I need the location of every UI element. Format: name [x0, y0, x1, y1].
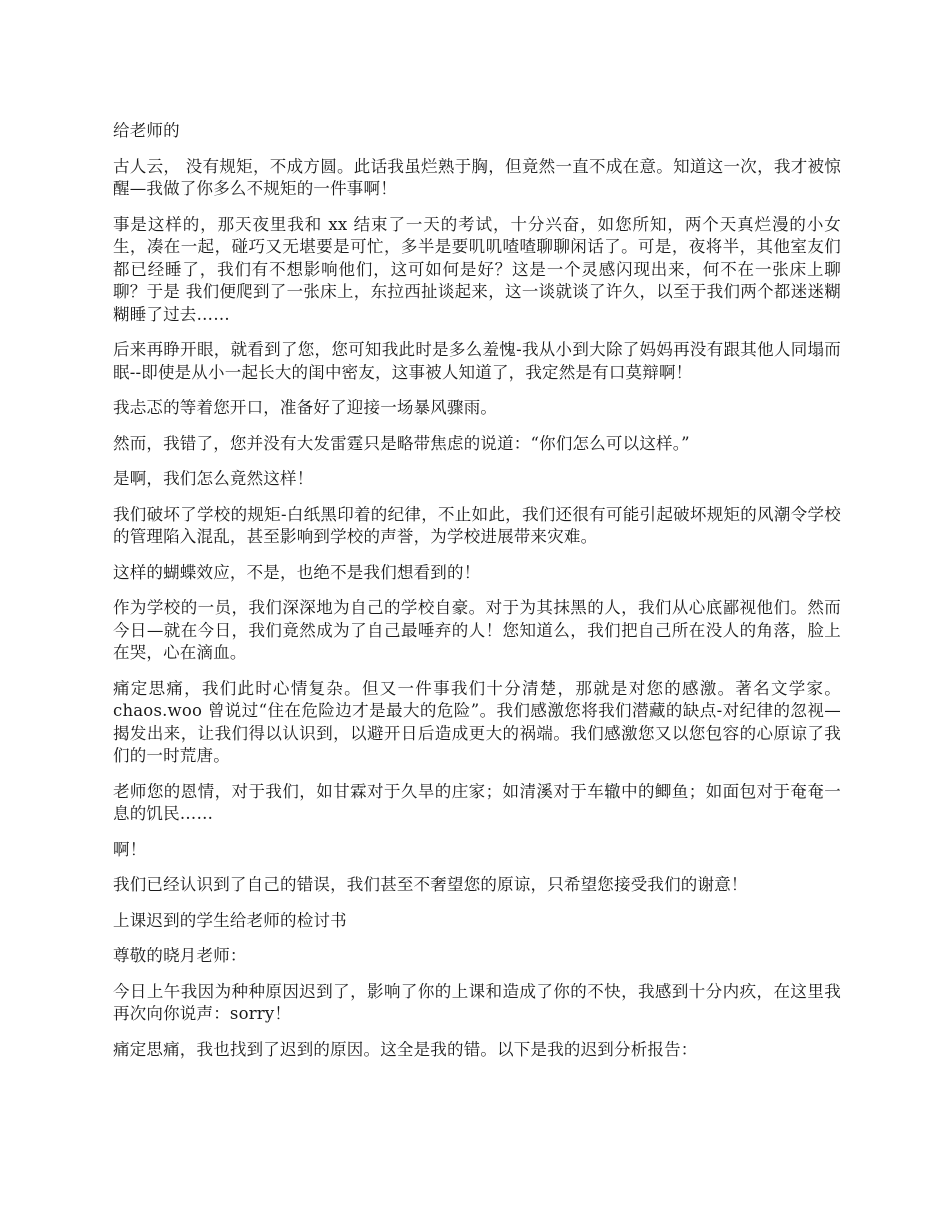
document-body: [113, 120, 841, 1074]
paragraph: 痛定思痛，我们此时心情复杂。但又一件事我们十分清楚，那就是对您的感激。著名文学家。chaos.woo 曾说过“住在危险边才是最大的危险”。我们感激您将我们潜藏的缺点-对纪律的忽视—揭发出来，让我们得以认识到，以避开日后造成更大的祸端。我们感激您又以您包容的心原谅了我们的一时荒唐。: [113, 678, 841, 765]
paragraph: 我忐忑的等着您开口，准备好了迎接一场暴风骤雨。: [113, 398, 498, 417]
paragraph: 老师您的恩情，对于我们，如甘霖对于久旱的庄家；如清溪对于车辙中的鲫鱼；如面包对于奄奄一息的饥民……: [113, 781, 841, 823]
paragraph: 今日上午我因为种种原因迟到了，影响了你的上课和造成了你的不快，我感到十分内疚，在这里我再次向你说声：sorry！: [113, 981, 841, 1023]
paragraph: 事是这样的，那天夜里我和 xx 结束了一天的考试，十分兴奋，如您所知，两个天真烂漫的小女生，凑在一起，碰巧又无堪要是可忙，多半是要叽叽喳喳聊聊闲话了。可是，夜将半，其他室友们都已经睡了，我们有不想影响他们，这可如何是好？这是一个灵感闪现出来，何不在一张床上聊聊？于是 我们便爬到了一张床上，东拉西扯谈起来，这一谈就谈了许久，以至于我们两个都迷迷糊糊睡了过去……: [113, 214, 841, 324]
paragraph: 作为学校的一员，我们深深地为自己的学校自豪。对于为其抹黑的人，我们从心底鄙视他们。然而今日—就在今日，我们竟然成为了自己最唾弃的人！您知道么，我们把自己所在没人的角落，脸上在哭，心在滴血。: [113, 598, 841, 662]
document-title: 给老师的: [113, 121, 180, 140]
paragraph: 我们破坏了学校的规矩-白纸黑印着的纪律，不止如此，我们还很有可能引起破坏规矩的风潮令学校的管理陷入混乱，甚至影响到学校的声誉，为学校进展带来灾难。: [113, 504, 841, 546]
paragraph: 古人云， 没有规矩，不成方圆。此话我虽烂熟于胸，但竟然一直不成在意。知道这一次，我才被惊醒—我做了你多么不规矩的一件事啊！: [113, 156, 841, 198]
paragraph: 我们已经认识到了自己的错误，我们甚至不奢望您的原谅，只希望您接受我们的谢意！: [113, 875, 748, 894]
salutation: 尊敬的晓月老师：: [113, 946, 247, 965]
paragraph: 是啊，我们怎么竟然这样！: [113, 469, 314, 488]
paragraph: 啊！: [113, 839, 147, 859]
paragraph: 后来再睁开眼，就看到了您，您可知我此时是多么羞愧-我从小到大除了妈妈再没有跟其他人同塌而眠--即使是从小一起长大的闺中密友，这事被人知道了，我定然是有口莫辩啊！: [113, 340, 841, 382]
paragraph: 这样的蝴蝶效应，不是，也绝不是我们想看到的！: [113, 562, 481, 582]
section-heading: 上课迟到的学生给老师的检讨书: [113, 910, 347, 930]
paragraph: 痛定思痛，我也找到了迟到的原因。这全是我的错。以下是我的迟到分析报告：: [113, 1039, 698, 1059]
paragraph: 然而，我错了，您并没有大发雷霆只是略带焦虑的说道：“你们怎么可以这样。”: [113, 433, 690, 453]
